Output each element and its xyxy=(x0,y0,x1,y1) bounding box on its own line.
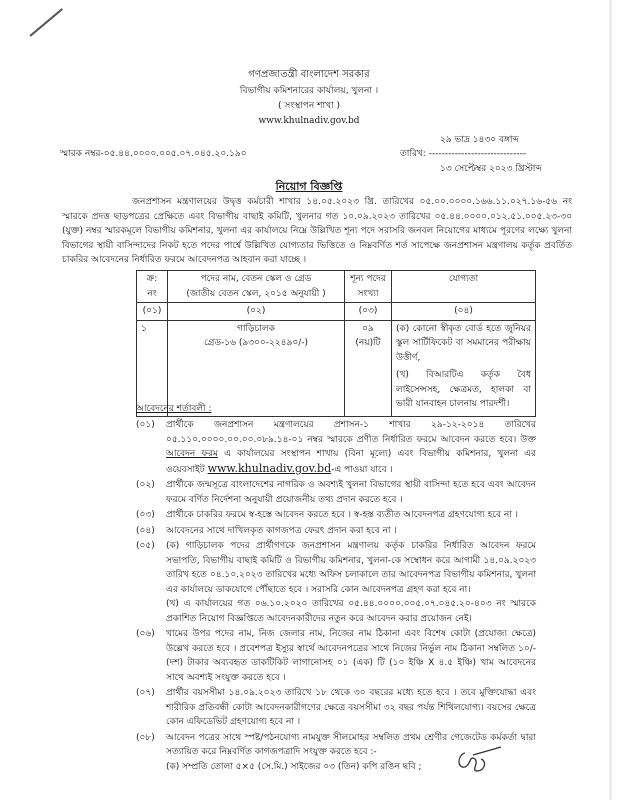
condition-number: (০৮) xyxy=(136,732,155,743)
col-number: (০১) xyxy=(137,303,168,321)
post-name: গাড়িচালক xyxy=(237,323,275,334)
condition-text: আবেদনের সাথে দাখিলকৃত কাগজপত্র ফেরৎ প্রদান করা হবে না । xyxy=(166,525,397,536)
govt-name: গণপ্রজাতন্ত্রী বাংলাদেশ সরকার xyxy=(248,69,370,80)
condition-text: প্রার্থীর বয়সসীমা ১৪.০৯.২০২৩ তারিখে ১৮ থেকে ৩০ বছরের মধ্যে হতে হবে । তবে মুক্তিযোদ্ধা এবং শারীরিক প্রতিবন্ধী কোটা আবেদনকারীগণের ক্ষেত্রে বয়সসীমা ৩২ বছর পর্যন্ত শিথিলযোগ্য। বয়সের ক্ষেত্রে কোন এফিডেভিট গ্রহণযোগ্য হবে না । xyxy=(166,688,536,727)
condition-number: (০৪) xyxy=(136,525,155,536)
condition-subitem: (খ) এ কার্যালয়ের গত ০৬.১০.২০২০ তারিখের ০৫.৪৪.০০০০.০০৫.০৭.০৪৫.২০-৪০৩ নং স্মারকে প্রকাশিত নিয়োগ বিজ্ঞপ্তিতে আবেদনকারীদের নতুন করে আবেদন করার প্রয়োজন নেই। xyxy=(166,599,536,624)
date-label: তারিখ: ------------------------------ xyxy=(400,149,527,159)
condition-item xyxy=(136,508,536,523)
page-title xyxy=(0,180,618,195)
signature-initials xyxy=(455,745,505,775)
condition-number: (০৭) xyxy=(136,688,155,698)
conditions-heading: আবেদনের শর্তাবলী : xyxy=(136,404,212,414)
header-post xyxy=(168,271,345,303)
qualification-item: (খ) বিআরটিএ কর্তৃক বৈধ লাইসেন্সসহ, ক্ষেত্রমত, হালকা বা ভারী যানবাহন চালনায় পারদর্শী। xyxy=(396,370,531,409)
date-english: ১৩ সেপ্টেম্বর ২০২৩ খ্রিস্টাব্দ xyxy=(440,164,542,174)
title-text: নিয়োগ বিজ্ঞপ্তি xyxy=(275,180,343,193)
condition-text-part: প্রার্থীকে জনপ্রশাসন মন্ত্রণালয়ের প্রশাসন-১ শাখার ২৯-১২-২০১৪ তারিখের ০৫.১১০.০০০০.০০.০০.০৮৯.১৪-০১ নম্বর স্মারকে প্রণীত নির্ধারিত ফরমে আবেদন করতে হবে। উক্ত xyxy=(166,420,536,445)
condition-text xyxy=(166,539,536,626)
column-number-row xyxy=(137,303,536,321)
intro-paragraph: জনপ্রশাসন মন্ত্রণালয়ের উদ্বৃত্ত কর্মচারী শাখার ১৪.০৫.২০২৩ খ্রি. তারিখের ০৫.০০.০০০০.১৬৬.১১.০২৭.১৬-৫৬ নং স্মারকে প্রদত্ত ছাড়পত্রের প্রেক্ষিতে এবং বিভাগীয় বাছাই কমিটি, খুলনার গত ১০.০৯.২০২৩ তারিখের ০৫.৪৪.০০০০.০১২.৫১.০০৫.২৩-৩০ (যুক্ত) নম্বর স্মারকমূলে বিভাগীয় কমিশনার, খুলনা এর কার্যালয়ে নিম্নে উল্লিখিত শূন্য পদে সরাসরি জনবল নিয়োগের মাধ্যমে পূরণের লক্ষ্যে খুলনা বিভাগের স্থায়ী বাসিন্দাদের নিকট হতে পদের পার্শ্বে উল্লিখিত যোগ্যতার ভিত্তিতে ও নিম্নবর্ণিত শর্ত সাপেক্ষে জনপ্রশাসন মন্ত্রণালয় কর্তৃক প্রবর্তিত চাকরির আবেদনের নির্ধারিত ফরমে আবেদনপত্র আহবান করা যাচ্ছে । xyxy=(62,197,572,265)
memo-number: স্মারক নম্বর-০৫.৪৪.০০০০.০০৫.০৭.০৪৫.২০.১৯০ xyxy=(60,149,247,159)
col-number: (০৩) xyxy=(345,303,392,321)
table-header-row xyxy=(137,271,536,303)
condition-subitem: (ক) গাড়িচালক পদের প্রার্থীগণকে জনপ্রশাসন মন্ত্রণালয় কর্তৃক চাকরির নির্ধারিত আবেদন ফরমে সভাপতি, বিভাগীয় বাছাই কমিটি ও বিভাগীয় কমিশনার, খুলনা-কে সম্বোধন করে আগামী ১৪.০৯.২০২৩ তারিখ হতে ০৪.১০.২০২৩ তারিখের মধ্যে অফিস চলাকালে তার আবেদনপত্র বিভাগীয় কমিশনার, খুলনা এর কার্যালয়ে ডাকযোগে পৌঁছাতে হবে । সরাসরি কোন আবেদনপত্র গ্রহণ করা হবে না। xyxy=(166,541,536,595)
qualification-item: (ক) কোনো স্বীকৃত বোর্ড হতে জুনিয়র স্কুল সার্টিফিকেট বা সমমানের পরীক্ষায় উত্তীর্ণ, xyxy=(396,323,531,363)
office-name: বিভাগীয় কমিশনারের কার্যালয়, খুলনা । xyxy=(239,86,379,96)
condition-item xyxy=(136,478,536,507)
condition-item xyxy=(136,686,536,730)
vacancy-cell xyxy=(345,320,392,416)
website-link[interactable]: www.khulnadiv.gov.bd xyxy=(207,461,332,475)
col-number: (০৪) xyxy=(392,303,536,321)
qualification-cell xyxy=(392,320,536,416)
post-grade: গ্রেড-১৬ (৯৩০০-২২৪৯০/-) xyxy=(204,338,308,348)
condition-number: (০৬) xyxy=(136,629,155,639)
vacancy-table xyxy=(136,270,536,417)
header-post-sub: (জাতীয় বেতন স্কেল, ২০১৫ অনুযায়ী ) xyxy=(186,288,326,299)
condition-item xyxy=(136,524,536,539)
condition-text: প্রার্থীকে জন্মসূত্রে বাংলাদেশের নাগরিক ও অবশ্যই খুলনা বিভাগের স্থায়ী বাসিন্দা হতে হবে এবং আবেদন ফরমে বর্ণিত নির্দেশনা অনুযায়ী প্রয়োজনীয় তথ্য প্রদান করতে হবে । xyxy=(166,480,536,505)
pen-mark xyxy=(30,8,63,36)
website: www.khulnadiv.gov.bd xyxy=(258,116,360,126)
condition-number: (০২) xyxy=(136,480,155,490)
application-form-link[interactable]: আবেদন ফরম xyxy=(166,449,218,459)
condition-text: খামের উপর পদের নাম, নিজ জেলার নাম, নিজের নাম ঠিকানা এবং বিশেষ কোটা (প্রযোজ্য ক্ষেত্রে) উল্লেখ করতে হবে । প্রবেশপত্র ইস্যুর স্বার্থে আবেদনপত্রের সাথে নিজের নির্ভুল নাম ঠিকানা সম্বলিত ১০/-(দশ) টাকার অব্যবহৃত ডাকটিকিট লাগানোসহ ০১ (এক) টি (১০ ইঞ্চি X ৪.৫ ইঞ্চি) খাম আবেদনের সাথে অবশ্যই সংযুক্ত করতে হবে । xyxy=(166,629,536,683)
header-vacancies: শূন্য পদের সংখ্যা xyxy=(345,271,392,303)
condition-item xyxy=(136,627,536,685)
date-bangla: ২৯ ভাদ্র ১৪৩০ বঙ্গাব্দ xyxy=(440,135,519,145)
section-name: ( সংস্থাপন শাখা ) xyxy=(278,101,340,111)
condition-number: (০১) xyxy=(136,420,155,430)
vacancy-count: ০৯ xyxy=(362,323,374,334)
condition-text-part: এ কার্যালয়ের সংস্থাপন শাখায় (বিনা মূল্যে) এবং বিভাগীয় কমিশনার, খুলনা এর ওয়েবসাইট xyxy=(166,449,536,475)
condition-subitem: আবেদন পত্রের সাথে স্পষ্ট/পঠনযোগ্য নামযুক্ত সীলমোহর সম্বলিত প্রথম শ্রেণীর গেজেটেড কর্মকর্তা দ্বারা সত্যায়িত করে নিম্নবর্ণিত কাগজপত্রাদি সংযুক্ত করতে হবে :- xyxy=(166,732,536,757)
condition-number: (০৫) xyxy=(136,541,155,551)
header-qualification: যোগ্যতা xyxy=(392,271,536,303)
condition-text xyxy=(166,418,536,477)
header-post-label: পদের নাম, বেতন স্কেল ও গ্রেড xyxy=(200,274,312,284)
header-serial: ক্র: নং xyxy=(137,271,168,303)
condition-subitem: (ক) সম্প্রতি তোলা ৫×৫ (সে.মি.) সাইজের ০৩ (তিন) কপি রঙিন ছবি ; xyxy=(166,761,422,772)
condition-item xyxy=(136,539,536,626)
condition-number: (০৩) xyxy=(136,510,155,520)
col-number: (০২) xyxy=(168,303,345,321)
conditions-list xyxy=(136,418,536,775)
condition-text-part: -এ পাওয়া যাবে । xyxy=(331,464,393,475)
condition-text: প্রার্থীকে চাকরির ফরমে স্ব-হস্তে আবেদন করতে হবে । স্ব-হস্ত ব্যতীত আবেদনপত্র গ্রহণযোগ্য হবে না । xyxy=(166,510,518,520)
serial: ১ xyxy=(137,320,168,416)
vacancy-words: (নয়)টি xyxy=(355,338,381,348)
condition-item xyxy=(136,418,536,477)
